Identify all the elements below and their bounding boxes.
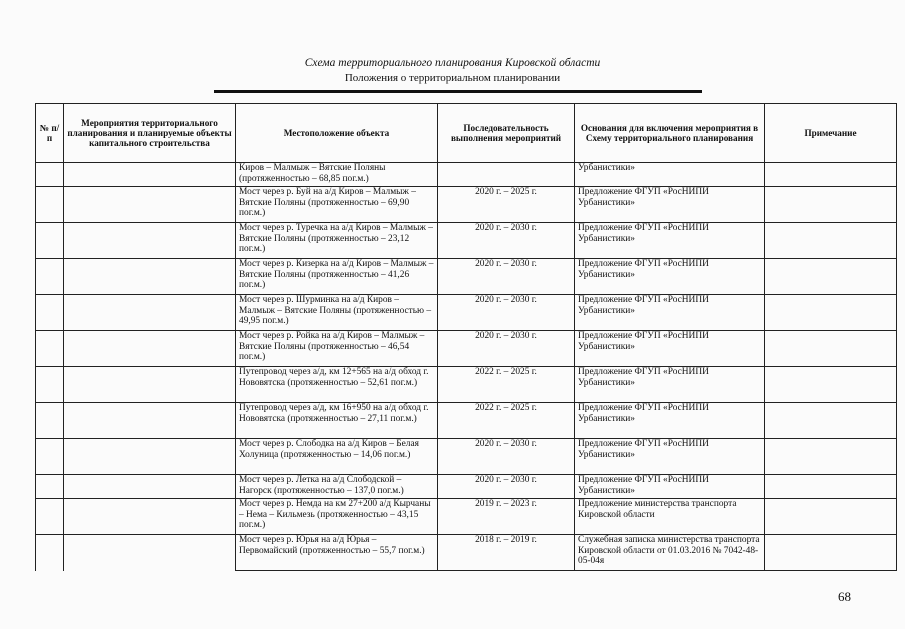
row-event-cell [64,259,236,295]
table-body [36,163,897,571]
header-event: Мероприятия территориального планирования и планируемые объекты капитального строительства [64,104,236,163]
table-header-row [36,104,897,163]
row-num-cell [36,295,64,331]
row-num-cell [36,535,64,571]
row-sequence-cell: 2020 г. – 2025 г. [438,187,575,223]
table-row [36,187,897,223]
row-event-cell [64,295,236,331]
row-num-cell [36,187,64,223]
row-sequence-cell: 2020 г. – 2030 г. [438,259,575,295]
table-row [36,403,897,439]
row-sequence-cell: 2020 г. – 2030 г. [438,439,575,475]
row-note-cell [765,223,897,259]
row-basis-cell: Предложение ФГУП «РосНИПИ Урбанистики» [575,331,765,367]
row-location-cell: Мост через р. Туречка на а/д Киров – Малмыж – Вятские Поляны (протяженностью – 23,12 пог.м.) [236,223,438,259]
row-sequence-cell: 2020 г. – 2030 г. [438,331,575,367]
table-row [36,163,897,187]
table-row [36,331,897,367]
row-basis-cell: Предложение ФГУП «РосНИПИ Урбанистики» [575,475,765,499]
row-note-cell [765,331,897,367]
row-location-cell: Мост через р. Немда на км 27+200 а/д Кырчаны – Нема – Кильмезь (протяженностью – 43,15 пог.м.) [236,499,438,535]
document-title: Схема территориального планирования Кировской области [304,57,601,69]
row-num-cell [36,259,64,295]
row-event-cell [64,187,236,223]
row-basis-cell: Предложение министерства транспорта Кировской области [575,499,765,535]
row-event-cell [64,475,236,499]
row-note-cell [765,259,897,295]
row-sequence-cell: 2020 г. – 2030 г. [438,295,575,331]
row-num-cell [36,223,64,259]
row-basis-cell: Предложение ФГУП «РосНИПИ Урбанистики» [575,187,765,223]
row-sequence-cell: 2020 г. – 2030 г. [438,223,575,259]
row-location-cell: Путепровод через а/д, км 16+950 на а/д обход г. Нововятска (протяженностью – 27,11 пог.м.) [236,403,438,439]
table-row [36,259,897,295]
row-basis-cell: Предложение ФГУП «РосНИПИ Урбанистики» [575,367,765,403]
row-location-cell: Мост через р. Слободка на а/д Киров – Белая Холуница (протяженностью – 14,06 пог.м.) [236,439,438,475]
row-note-cell [765,187,897,223]
row-event-cell [64,403,236,439]
row-location-cell: Путепровод через а/д, км 12+565 на а/д обход г. Нововятска (протяженностью – 52,61 пог.м.) [236,367,438,403]
table-row [36,535,897,571]
row-event-cell [64,331,236,367]
row-basis-cell: Предложение ФГУП «РосНИПИ Урбанистики» [575,259,765,295]
row-num-cell [36,439,64,475]
row-basis-cell: Предложение ФГУП «РосНИПИ Урбанистики» [575,223,765,259]
row-num-cell [36,367,64,403]
table-row [36,439,897,475]
row-note-cell [765,403,897,439]
table-row [36,223,897,259]
row-basis-cell: Служебная записка министерства транспорта Кировской области от 01.03.2016 № 7042-48-05-04я [575,535,765,571]
row-event-cell [64,535,236,571]
row-num-cell [36,163,64,187]
row-num-cell [36,403,64,439]
row-location-cell: Мост через р. Летка на а/д Слободской – Нагорск (протяженностью – 137,0 пог.м.) [236,475,438,499]
row-basis-cell: Предложение ФГУП «РосНИПИ Урбанистики» [575,403,765,439]
row-location-cell: Мост через р. Буй на а/д Киров – Малмыж – Вятские Поляны (протяженностью – 69,90 пог.м.) [236,187,438,223]
table-row [36,499,897,535]
row-event-cell [64,223,236,259]
row-sequence-cell: 2022 г. – 2025 г. [438,367,575,403]
header-num: № п/п [36,104,64,163]
row-num-cell [36,331,64,367]
table-row [36,295,897,331]
row-location-cell: Киров – Малмыж – Вятские Поляны (протяженностью – 68,85 пог.м.) [236,163,438,187]
title-underline [214,90,702,93]
row-note-cell [765,499,897,535]
header-sequence: Последовательность выполнения мероприятий [438,104,575,163]
row-note-cell [765,163,897,187]
row-event-cell [64,439,236,475]
row-location-cell: Мост через р. Шурминка на а/д Киров – Малмыж – Вятские Поляны (протяженностью – 49,95 пог.м.) [236,295,438,331]
row-location-cell: Мост через р. Ройка на а/д Киров – Малмыж – Вятские Поляны (протяженностью – 46,54 пог.м.) [236,331,438,367]
header-location: Местоположение объекта [236,104,438,163]
page-number: 68 [838,589,851,604]
row-sequence-cell [438,163,575,187]
row-basis-cell: Предложение ФГУП «РосНИПИ Урбанистики» [575,295,765,331]
row-basis-cell: Урбанистики» [575,163,765,187]
row-basis-cell: Предложение ФГУП «РосНИПИ Урбанистики» [575,439,765,475]
row-sequence-cell: 2020 г. – 2030 г. [438,475,575,499]
row-note-cell [765,295,897,331]
row-sequence-cell: 2018 г. – 2019 г. [438,535,575,571]
row-note-cell [765,535,897,571]
table-row [36,367,897,403]
row-sequence-cell: 2022 г. – 2025 г. [438,403,575,439]
row-note-cell [765,439,897,475]
row-note-cell [765,367,897,403]
table-row [36,475,897,499]
document-subtitle: Положения о территориальном планировании [344,72,561,84]
row-event-cell [64,499,236,535]
row-event-cell [64,367,236,403]
planning-table [35,103,897,571]
row-location-cell: Мост через р. Юрья на а/д Юрья – Первомайский (протяженностью – 55,7 пог.м.) [236,535,438,571]
row-sequence-cell: 2019 г. – 2023 г. [438,499,575,535]
row-location-cell: Мост через р. Кизерка на а/д Киров – Малмыж – Вятские Поляны (протяженностью – 41,26 пог.м.) [236,259,438,295]
row-event-cell [64,163,236,187]
header-note: Примечание [765,104,897,163]
header-basis: Основания для включения мероприятия в Схему территориального планирования [575,104,765,163]
row-note-cell [765,475,897,499]
row-num-cell [36,499,64,535]
row-num-cell [36,475,64,499]
